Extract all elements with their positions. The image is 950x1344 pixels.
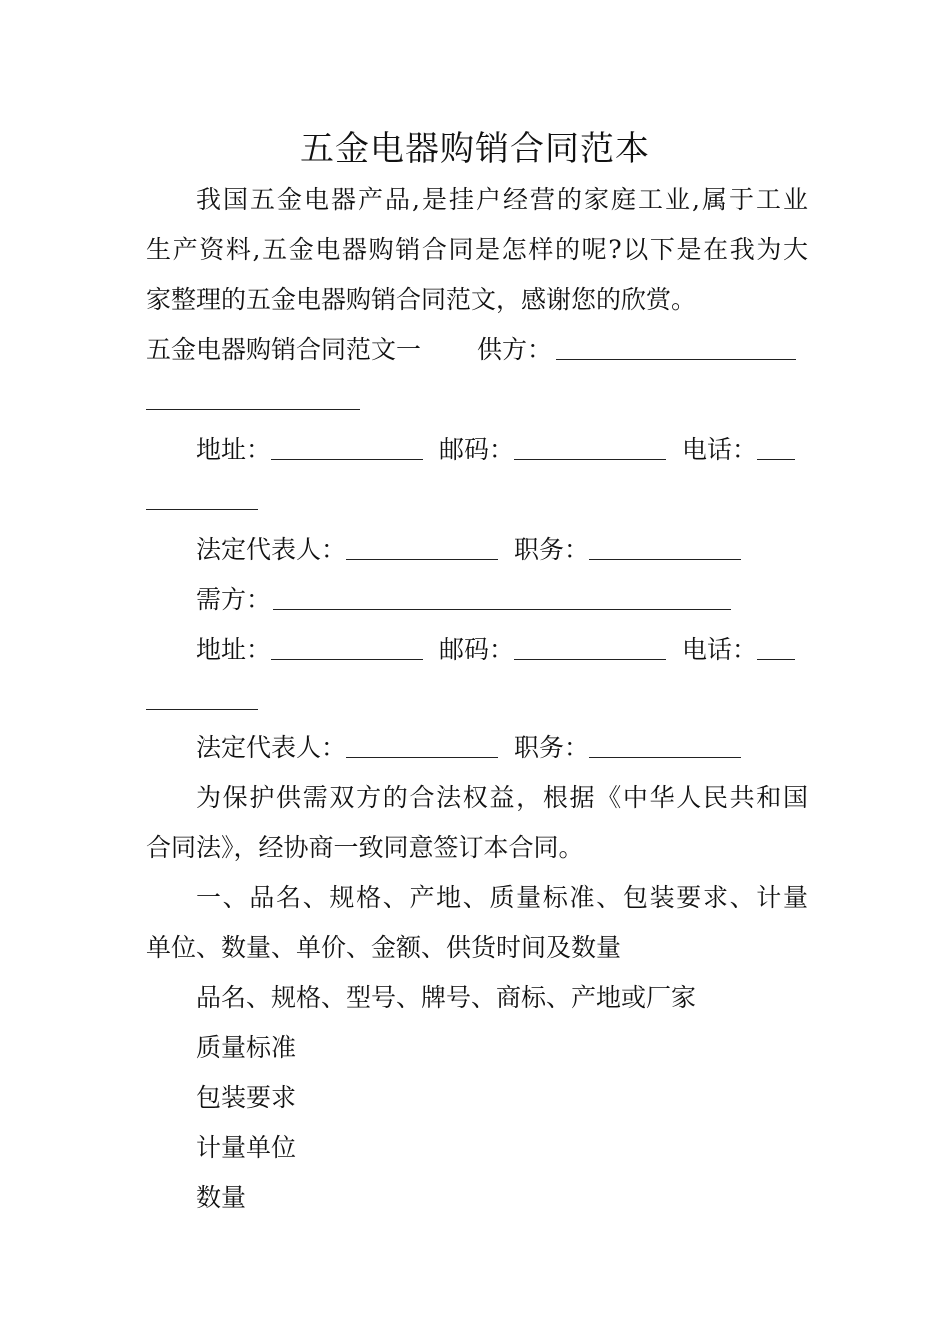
sample-heading-row [146,330,808,370]
buyer-contact-row [196,630,808,670]
buyer-position-blank[interactable] [589,756,741,758]
buyer-phone-label: 电话： [682,635,758,664]
item-quantity: 数量 [196,1183,247,1212]
buyer-label: 需方： [196,585,272,614]
supplier-position-blank[interactable] [589,558,741,560]
supplier-address-label: 地址： [196,435,272,464]
preamble-line-1: 为保护供需双方的合法权益，根据《中华人民共和国 [196,783,808,812]
buyer-name-blank[interactable] [273,608,731,610]
clause1-line-2: 单位、数量、单价、金额、供货时间及数量 [146,933,622,962]
supplier-name-blank-continued[interactable] [146,408,360,410]
buyer-phone-blank[interactable] [757,658,795,660]
supplier-rep-blank[interactable] [346,558,498,560]
intro-line-1: 我国五金电器产品,是挂户经营的家庭工业,属于工业 [196,185,808,214]
intro-line-3: 家整理的五金电器购销合同范文，感谢您的欣赏。 [146,285,697,314]
supplier-position-label: 职务： [514,535,590,564]
supplier-rep-row [196,530,808,570]
supplier-label: 供方： [477,335,553,364]
preamble-line-2: 合同法》，经协商一致同意签订本合同。 [146,833,584,862]
document-title: 五金电器购销合同范本 [300,129,650,169]
clause1-line-1: 一、品名、规格、产地、质量标准、包装要求、计量 [196,883,808,912]
buyer-address-label: 地址： [196,635,272,664]
buyer-rep-blank[interactable] [346,756,498,758]
supplier-phone-continuation [146,480,808,520]
item-product-spec: 品名、规格、型号、牌号、商标、产地或厂家 [196,983,697,1012]
buyer-rep-label: 法定代表人： [196,733,347,762]
intro-line-2: 生产资料,五金电器购销合同是怎样的呢?以下是在我为大 [146,235,808,264]
supplier-phone-blank[interactable] [757,458,795,460]
supplier-phone-label: 电话： [682,435,758,464]
supplier-postcode-blank[interactable] [514,458,666,460]
sample-heading: 五金电器购销合同范文一 [146,335,422,364]
supplier-contact-row [196,430,808,470]
supplier-rep-label: 法定代表人： [196,535,347,564]
buyer-phone-continuation [146,680,808,720]
buyer-rep-row [196,728,808,768]
supplier-name-continuation [146,380,808,420]
buyer-postcode-label: 邮码： [439,635,515,664]
item-quality-standard: 质量标准 [196,1033,297,1062]
supplier-address-blank[interactable] [271,458,423,460]
supplier-postcode-label: 邮码： [439,435,515,464]
buyer-phone-blank-continued[interactable] [146,708,258,710]
buyer-address-blank[interactable] [271,658,423,660]
supplier-phone-blank-continued[interactable] [146,508,258,510]
buyer-position-label: 职务： [514,733,590,762]
supplier-name-blank[interactable] [556,358,796,360]
item-unit: 计量单位 [196,1133,297,1162]
buyer-row [196,580,808,620]
buyer-postcode-blank[interactable] [514,658,666,660]
item-packaging: 包装要求 [196,1083,297,1112]
